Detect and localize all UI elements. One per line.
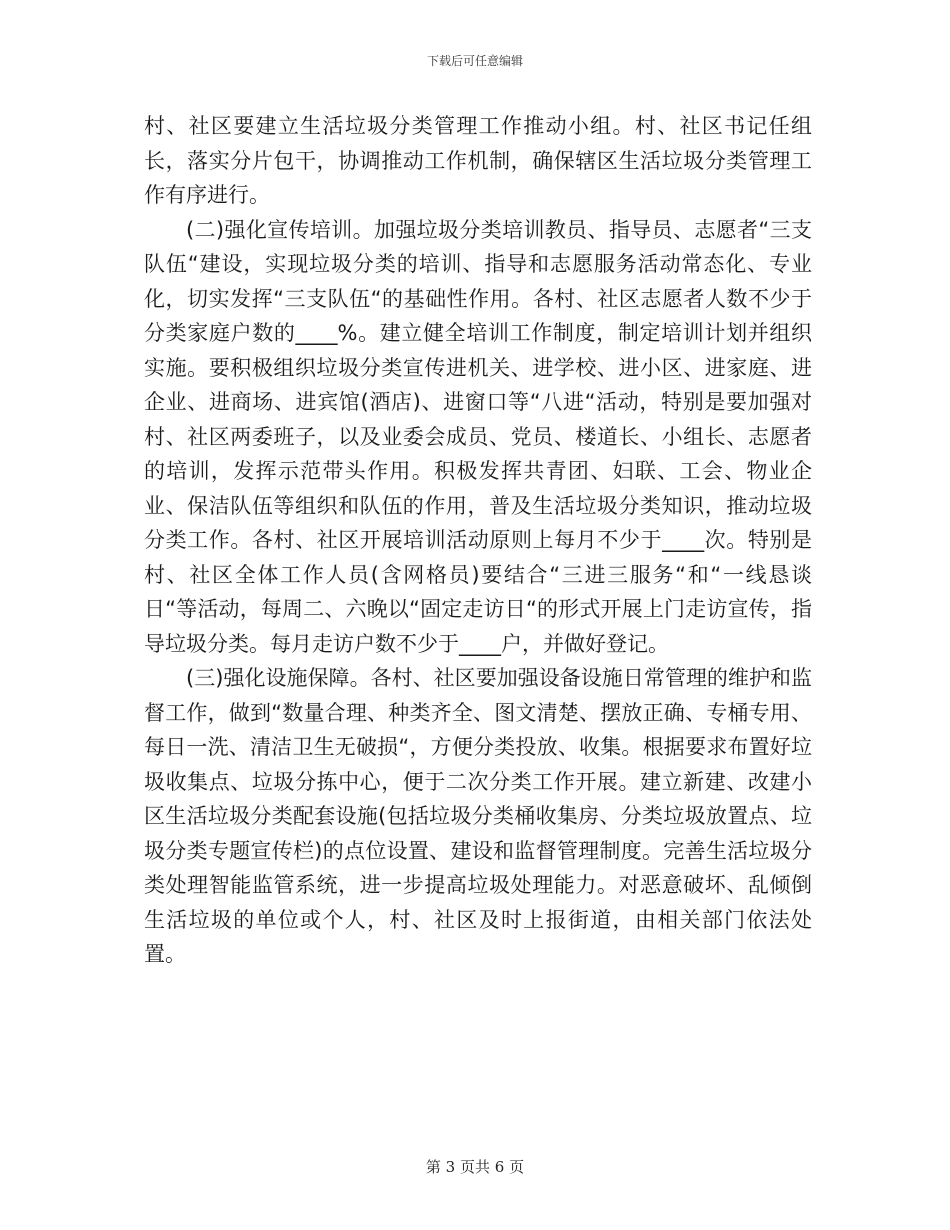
page-number: 第 3 页共 6 页 (425, 1158, 525, 1176)
document-body (144, 109, 812, 972)
paragraph-publicity-training: (二)强化宣传培训。加强垃圾分类培训教员、指导员、志愿者“三支队伍“建设，实现垃圾分类的培训、指导和志愿服务活动常态化、专业化，切实发挥“三支队伍“的基础性作用。各村、社区志愿者人数不少于分类家庭户数的____%。建立健全培训工作制度，制定培训计划并组织实施。要积极组织垃圾分类宣传进机关、进学校、进小区、进家庭、进企业、进商场、进宾馆(酒店)、进窗口等“八进“活动，特别是要加强对村、社区两委班子，以及业委会成员、党员、楼道长、小组长、志愿者的培训，发挥示范带头作用。积极发挥共青团、妇联、工会、物业企业、保洁队伍等组织和队伍的作用，普及生活垃圾分类知识，推动垃圾分类工作。各村、社区开展培训活动原则上每月不少于____次。特别是村、社区全体工作人员(含网格员)要结合“三进三服务“和“一线恳谈日“等活动，每周二、六晚以“固定走访日“的形式开展上门走访宣传，指导垃圾分类。每月走访户数不少于____户，并做好登记。 (144, 217, 812, 656)
paragraph-facility-support: (三)强化设施保障。各村、社区要加强设备设施日常管理的维护和监督工作，做到“数量合理、种类齐全、图文清楚、摆放正确、专桶专用、每日一洗、清洁卫生无破损“，方便分类投放、收集。根据要求布置好垃圾收集点、垃圾分拣中心，便于二次分类工作开展。建立新建、改建小区生活垃圾分类配套设施(包括垃圾分类桶收集房、分类垃圾放置点、垃圾分类专题宣传栏)的点位设置、建设和监督管理制度。完善生活垃圾分类处理智能监管系统，进一步提高垃圾处理能力。对恶意破坏、乱倾倒生活垃圾的单位或个人，村、社区及时上报街道，由相关部门依法处置。 (144, 666, 812, 966)
page-header-note: 下载后可任意编辑 (426, 54, 523, 68)
paragraph-continuation: 村、社区要建立生活垃圾分类管理工作推动小组。村、社区书记任组长，落实分片包干，协调推动工作机制，确保辖区生活垃圾分类管理工作有序进行。 (144, 114, 812, 207)
